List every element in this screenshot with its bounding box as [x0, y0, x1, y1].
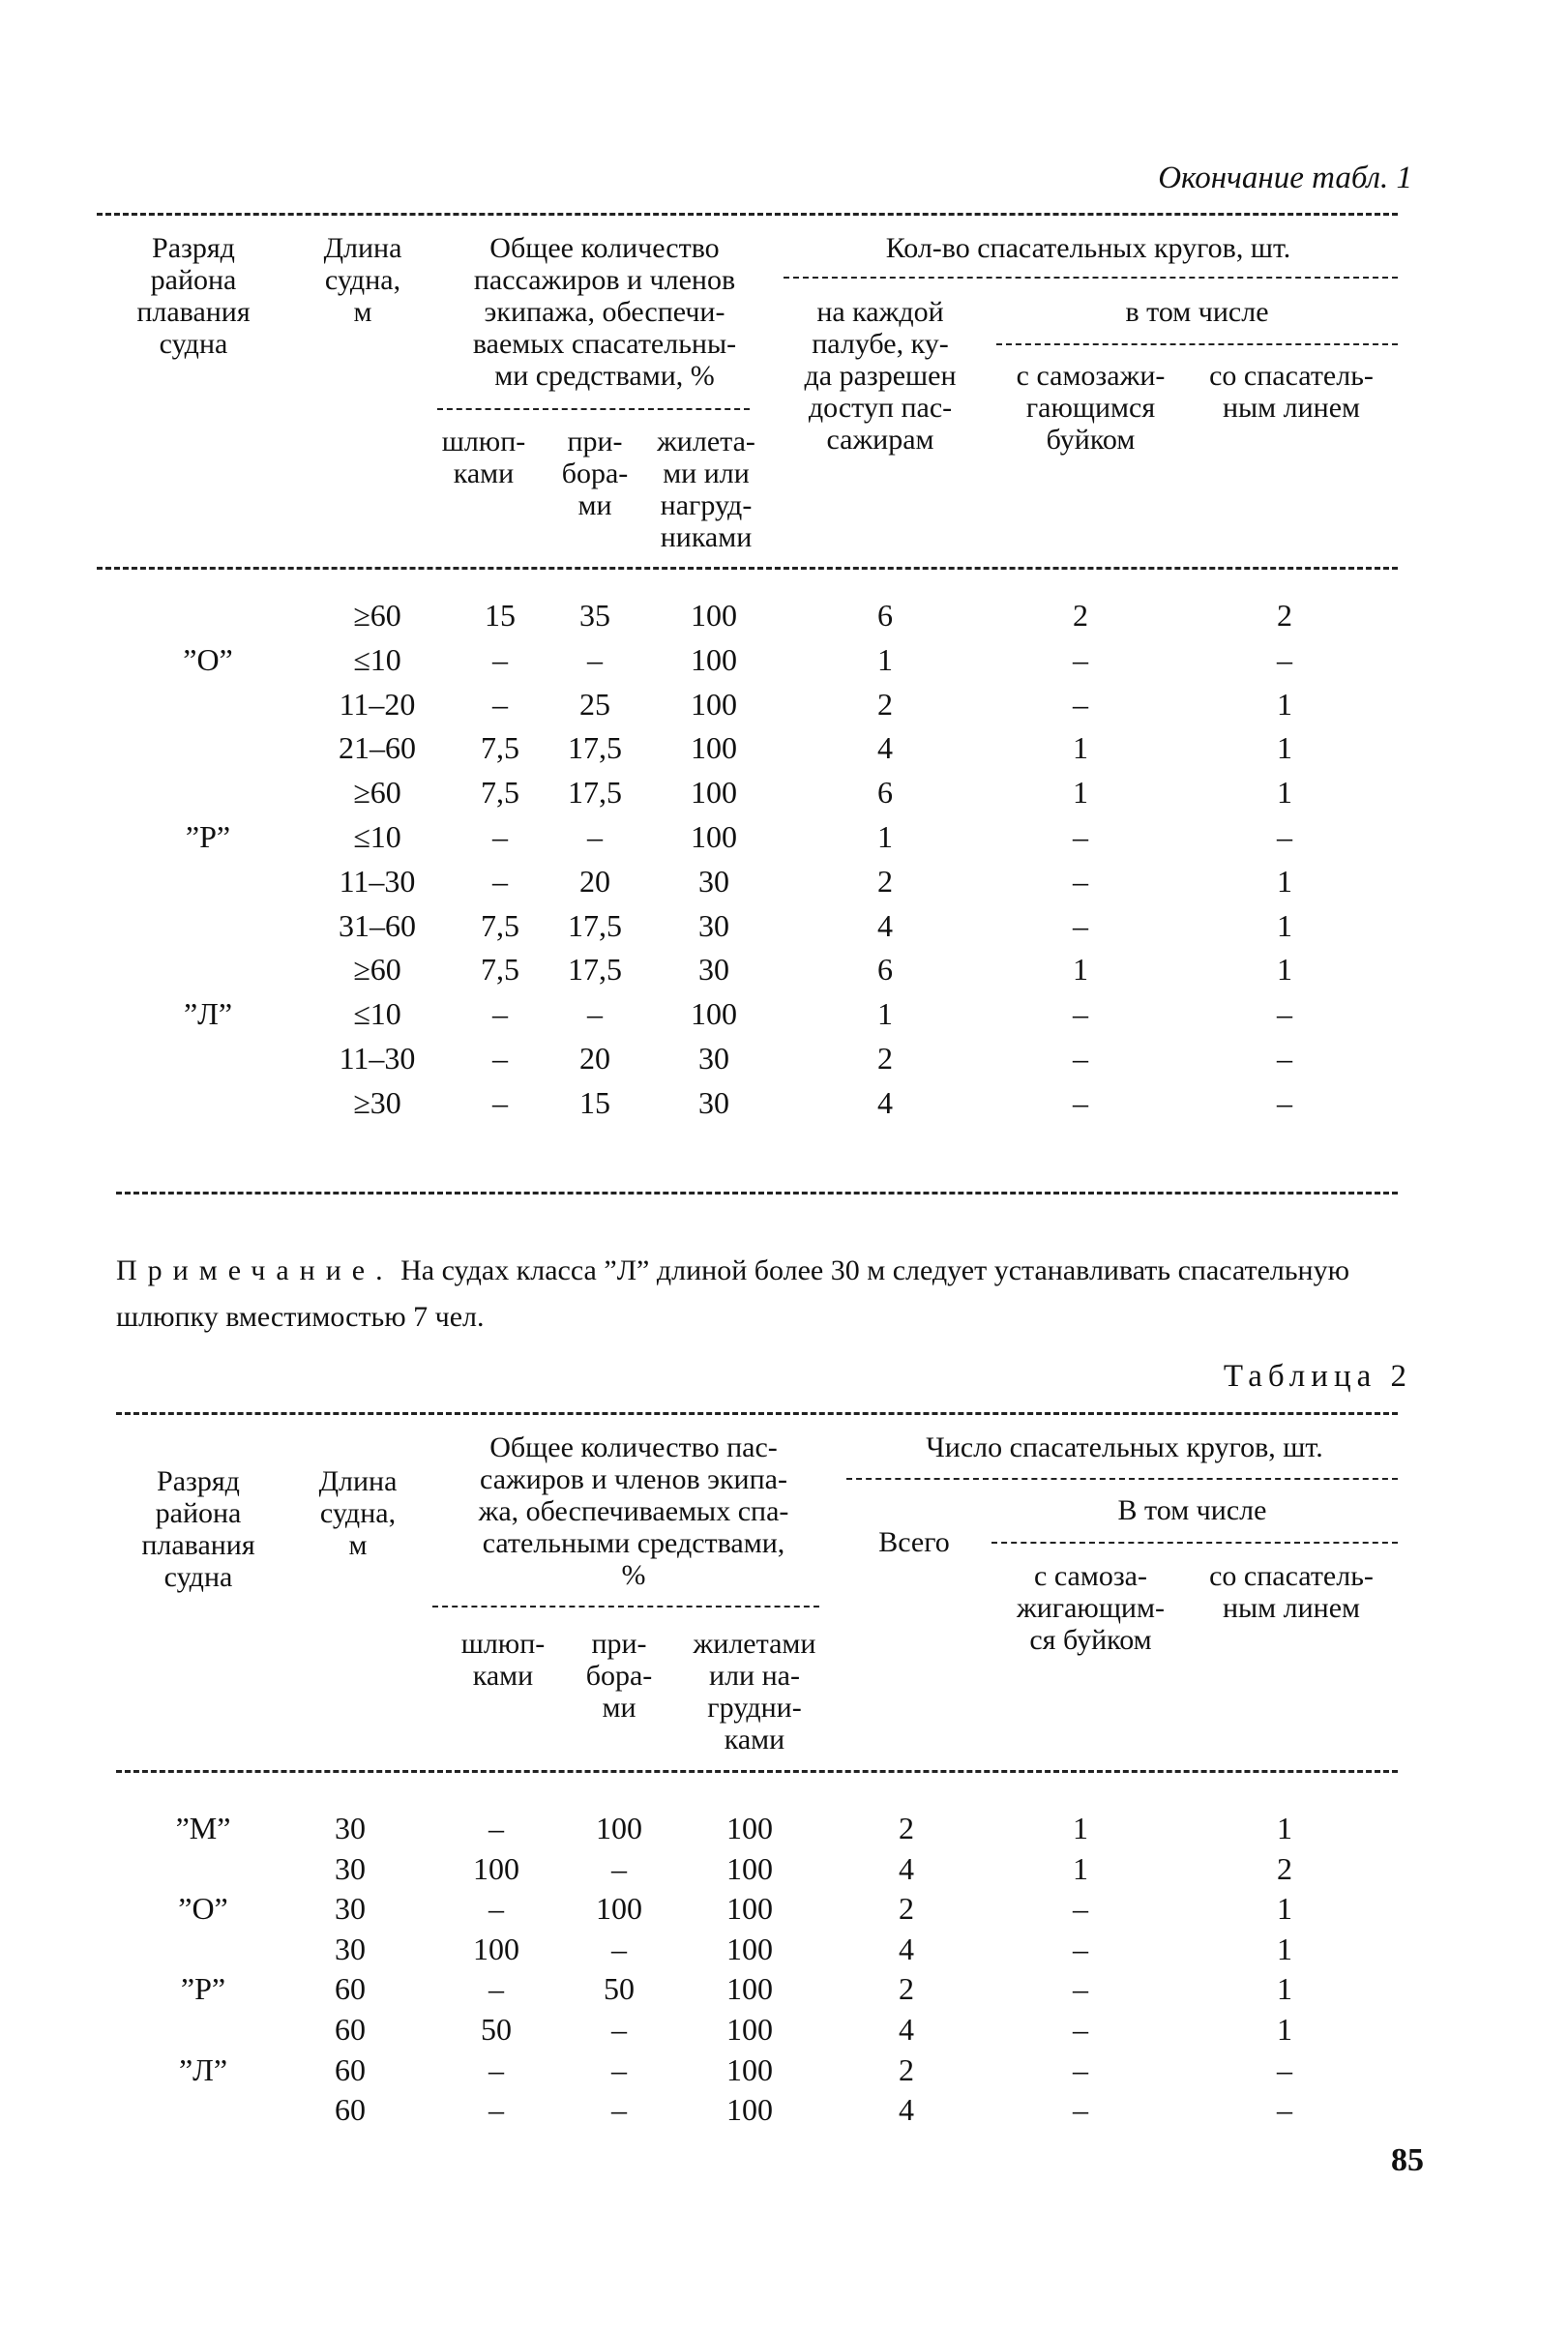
- cell-boats: 7,5: [481, 952, 519, 988]
- cell-per_deck: 4: [877, 1084, 893, 1120]
- cell-vests: 100: [691, 775, 737, 811]
- cell-boats: –: [488, 1891, 504, 1927]
- table1-header-self-igniting: с самозажи- гающимся буйком: [1016, 360, 1166, 456]
- table1-header-incl: в том числе: [1125, 296, 1269, 328]
- cell-devices: 100: [596, 1891, 642, 1927]
- note-lead: Примечание.: [116, 1254, 394, 1286]
- cell-line: –: [1277, 1084, 1292, 1120]
- cell-boats: –: [488, 1971, 504, 2007]
- cell-region: ”М”: [175, 1811, 231, 1845]
- table2-header-vests: жилетами или на- грудни- ками: [693, 1628, 816, 1755]
- table2-header-boats: шлюп- ками: [460, 1628, 546, 1692]
- cell-vests: 30: [698, 907, 729, 943]
- cell-all: 4: [899, 1931, 914, 1966]
- cell-per_deck: 6: [877, 952, 893, 988]
- cell-per_deck: 1: [877, 641, 893, 677]
- cell-per_deck: 2: [877, 1041, 893, 1076]
- cell-region: ”О”: [183, 641, 233, 677]
- cell-vests: 30: [698, 952, 729, 988]
- cell-length: 30: [335, 1811, 366, 1845]
- cell-devices: 50: [604, 1971, 635, 2007]
- cell-devices: 17,5: [568, 775, 622, 811]
- cell-length: ≥30: [353, 1084, 401, 1120]
- cell-line: 2: [1277, 598, 1292, 633]
- cell-all: 4: [899, 1850, 914, 1886]
- cell-per_deck: 1: [877, 819, 893, 854]
- cell-per_deck: 1: [877, 996, 893, 1032]
- cell-boats: 100: [473, 1931, 519, 1966]
- cell-self: –: [1073, 819, 1088, 854]
- cell-per_deck: 2: [877, 686, 893, 722]
- cell-self: 1: [1073, 1811, 1088, 1845]
- cell-devices: 17,5: [568, 952, 622, 988]
- cell-vests: 100: [726, 1891, 773, 1927]
- cell-boats: 15: [485, 598, 516, 633]
- table2-header-rings-total: Число спасательных кругов, шт.: [926, 1431, 1323, 1463]
- cell-vests: 100: [726, 1811, 773, 1845]
- cell-all: 2: [899, 2051, 914, 2087]
- cell-region: ”Р”: [185, 819, 231, 854]
- cell-boats: –: [492, 863, 508, 899]
- cell-self: –: [1073, 641, 1088, 677]
- cell-length: 60: [335, 2012, 366, 2047]
- cell-length: 30: [335, 1891, 366, 1927]
- cell-line: –: [1277, 2051, 1292, 2087]
- cell-boats: 100: [473, 1850, 519, 1886]
- cell-devices: 20: [579, 863, 610, 899]
- cell-devices: –: [587, 819, 603, 854]
- cell-length: 60: [335, 1971, 366, 2007]
- cell-per_deck: 6: [877, 598, 893, 633]
- table2-top-rule: [116, 1412, 1398, 1415]
- table1-header-per-deck: на каждой палубе, ку- да разрешен доступ пас- сажирам: [804, 296, 957, 456]
- cell-per_deck: 6: [877, 775, 893, 811]
- cell-vests: 30: [698, 1041, 729, 1076]
- cell-length: ≤10: [353, 996, 401, 1032]
- table2-header-region: Разряд района плавания судна: [141, 1465, 255, 1593]
- cell-length: 11–30: [339, 863, 416, 899]
- cell-boats: –: [492, 1041, 508, 1076]
- table2-header-bottom-rule: [116, 1770, 1398, 1773]
- table2-total-subrule: [432, 1606, 819, 1607]
- cell-length: 30: [335, 1850, 366, 1886]
- cell-boats: –: [488, 1811, 504, 1845]
- table1-header-rings-total: Кол-во спасательных кругов, шт.: [885, 232, 1291, 264]
- table2-header-all: Всего: [878, 1526, 950, 1558]
- cell-region: ”Р”: [180, 1971, 226, 2007]
- cell-vests: 100: [726, 1971, 773, 2007]
- cell-boats: –: [492, 819, 508, 854]
- cell-length: 30: [335, 1931, 366, 1966]
- cell-length: 21–60: [339, 730, 416, 766]
- cell-vests: 30: [698, 863, 729, 899]
- cell-self: –: [1073, 686, 1088, 722]
- cell-vests: 100: [691, 686, 737, 722]
- table1-top-rule: [97, 213, 1398, 216]
- cell-devices: –: [611, 2051, 627, 2087]
- table2-header-incl: В том числе: [1117, 1494, 1267, 1526]
- table2-header-devices: при- бора- ми: [585, 1628, 653, 1724]
- table1-header-total: Общее количество пассажиров и членов экипажа, обеспечи- ваемых спасательны- ми средствами, %: [472, 232, 737, 392]
- cell-boats: –: [492, 641, 508, 677]
- cell-line: –: [1277, 641, 1292, 677]
- cell-self: –: [1073, 1971, 1088, 2007]
- cell-self: –: [1073, 1891, 1088, 1927]
- cell-devices: 15: [579, 1084, 610, 1120]
- cell-length: ≤10: [353, 819, 401, 854]
- cell-boats: 7,5: [481, 730, 519, 766]
- cell-line: 1: [1277, 1971, 1292, 2007]
- cell-devices: 17,5: [568, 730, 622, 766]
- cell-length: ≥60: [353, 775, 401, 811]
- cell-line: 1: [1277, 1811, 1292, 1845]
- cell-length: ≤10: [353, 641, 401, 677]
- cell-boats: –: [488, 2051, 504, 2087]
- table1-header-rescue-line: со спасатель- ным линем: [1209, 360, 1374, 424]
- cell-line: 1: [1277, 730, 1292, 766]
- cell-boats: –: [488, 2092, 504, 2128]
- cell-boats: –: [492, 1084, 508, 1120]
- cell-per_deck: 4: [877, 730, 893, 766]
- cell-length: 60: [335, 2051, 366, 2087]
- table1-caption: Окончание табл. 1: [1158, 161, 1412, 195]
- page-number: 85: [1391, 2142, 1424, 2178]
- cell-length: ≥60: [353, 952, 401, 988]
- cell-devices: 35: [579, 598, 610, 633]
- cell-self: –: [1073, 996, 1088, 1032]
- cell-length: 31–60: [339, 907, 416, 943]
- table2-header-total: Общее количество пас- сажиров и членов экипа- жа, обеспечиваемых спа- сательными средствами, %: [478, 1431, 789, 1591]
- cell-devices: 20: [579, 1041, 610, 1076]
- cell-line: 1: [1277, 686, 1292, 722]
- cell-vests: 100: [691, 641, 737, 677]
- cell-length: ≥60: [353, 598, 401, 633]
- cell-length: 60: [335, 2092, 366, 2128]
- cell-boats: 7,5: [481, 907, 519, 943]
- cell-self: –: [1073, 2051, 1088, 2087]
- cell-line: 1: [1277, 907, 1292, 943]
- table1-header-boats: шлюп- ками: [441, 426, 526, 489]
- cell-vests: 100: [691, 730, 737, 766]
- note: [116, 1248, 1412, 1341]
- cell-region: ”Л”: [178, 2051, 228, 2087]
- table2-incl-subrule: [991, 1542, 1398, 1544]
- cell-line: 1: [1277, 2012, 1292, 2047]
- table1-bottom-rule: [116, 1192, 1398, 1194]
- table1-total-subrule: [437, 408, 750, 410]
- cell-region: ”Л”: [183, 996, 233, 1032]
- cell-vests: 100: [726, 2092, 773, 2128]
- table2-header-length: Длина судна, м: [318, 1465, 398, 1561]
- cell-line: –: [1277, 996, 1292, 1032]
- cell-line: –: [1277, 1041, 1292, 1076]
- cell-length: 11–20: [339, 686, 416, 722]
- cell-self: –: [1073, 907, 1088, 943]
- cell-line: 1: [1277, 952, 1292, 988]
- cell-line: 1: [1277, 775, 1292, 811]
- cell-devices: 100: [596, 1811, 642, 1845]
- cell-vests: 100: [726, 1850, 773, 1886]
- cell-boats: 50: [481, 2012, 512, 2047]
- cell-all: 2: [899, 1811, 914, 1845]
- cell-self: –: [1073, 1041, 1088, 1076]
- table1-header-devices: при- бора- ми: [561, 426, 629, 521]
- cell-devices: –: [587, 641, 603, 677]
- cell-self: 1: [1073, 1850, 1088, 1886]
- cell-length: 11–30: [339, 1041, 416, 1076]
- cell-self: –: [1073, 2012, 1088, 2047]
- cell-self: –: [1073, 863, 1088, 899]
- table1-header-vests: жилета- ми или нагруд- никами: [657, 426, 755, 553]
- cell-all: 2: [899, 1891, 914, 1927]
- cell-all: 2: [899, 1971, 914, 2007]
- cell-devices: –: [611, 1931, 627, 1966]
- table1-incl-subrule: [996, 343, 1398, 345]
- cell-devices: –: [611, 2092, 627, 2128]
- cell-devices: –: [611, 1850, 627, 1886]
- cell-all: 4: [899, 2092, 914, 2128]
- cell-vests: 100: [726, 2051, 773, 2087]
- note-text: На судах класса ”Л” длиной более 30 м следует устанавливать спасательную шлюпку вместимостью 7 чел.: [116, 1254, 1350, 1333]
- cell-region: ”О”: [178, 1891, 228, 1927]
- cell-per_deck: 4: [877, 907, 893, 943]
- cell-devices: 25: [579, 686, 610, 722]
- cell-self: –: [1073, 2092, 1088, 2128]
- cell-self: 1: [1073, 730, 1088, 766]
- cell-line: –: [1277, 2092, 1292, 2128]
- cell-line: 2: [1277, 1850, 1292, 1886]
- cell-devices: 17,5: [568, 907, 622, 943]
- cell-line: –: [1277, 819, 1292, 854]
- cell-boats: –: [492, 996, 508, 1032]
- cell-self: 2: [1073, 598, 1088, 633]
- table2-header-rescue-line: со спасатель- ным линем: [1209, 1560, 1374, 1624]
- cell-vests: 100: [691, 996, 737, 1032]
- cell-vests: 100: [726, 2012, 773, 2047]
- cell-all: 4: [899, 2012, 914, 2047]
- table1-rings-subrule: [784, 277, 1398, 279]
- table2-rings-subrule: [846, 1478, 1398, 1480]
- table2-caption: Таблица 2: [1223, 1359, 1412, 1394]
- cell-vests: 100: [691, 598, 737, 633]
- cell-boats: –: [492, 686, 508, 722]
- cell-vests: 100: [726, 1931, 773, 1966]
- cell-self: –: [1073, 1084, 1088, 1120]
- cell-devices: –: [587, 996, 603, 1032]
- cell-line: 1: [1277, 1891, 1292, 1927]
- cell-self: –: [1073, 1931, 1088, 1966]
- cell-self: 1: [1073, 952, 1088, 988]
- cell-per_deck: 2: [877, 863, 893, 899]
- cell-vests: 30: [698, 1084, 729, 1120]
- cell-line: 1: [1277, 863, 1292, 899]
- table2-header-self-igniting: с самоза- жигающим- ся буйком: [1017, 1560, 1165, 1656]
- table1-header-length: Длина судна, м: [323, 232, 402, 328]
- cell-boats: 7,5: [481, 775, 519, 811]
- cell-devices: –: [611, 2012, 627, 2047]
- table1-header-region: Разряд района плавания судна: [136, 232, 251, 360]
- cell-vests: 100: [691, 819, 737, 854]
- table1-header-bottom-rule: [97, 567, 1398, 570]
- cell-self: 1: [1073, 775, 1088, 811]
- cell-line: 1: [1277, 1931, 1292, 1966]
